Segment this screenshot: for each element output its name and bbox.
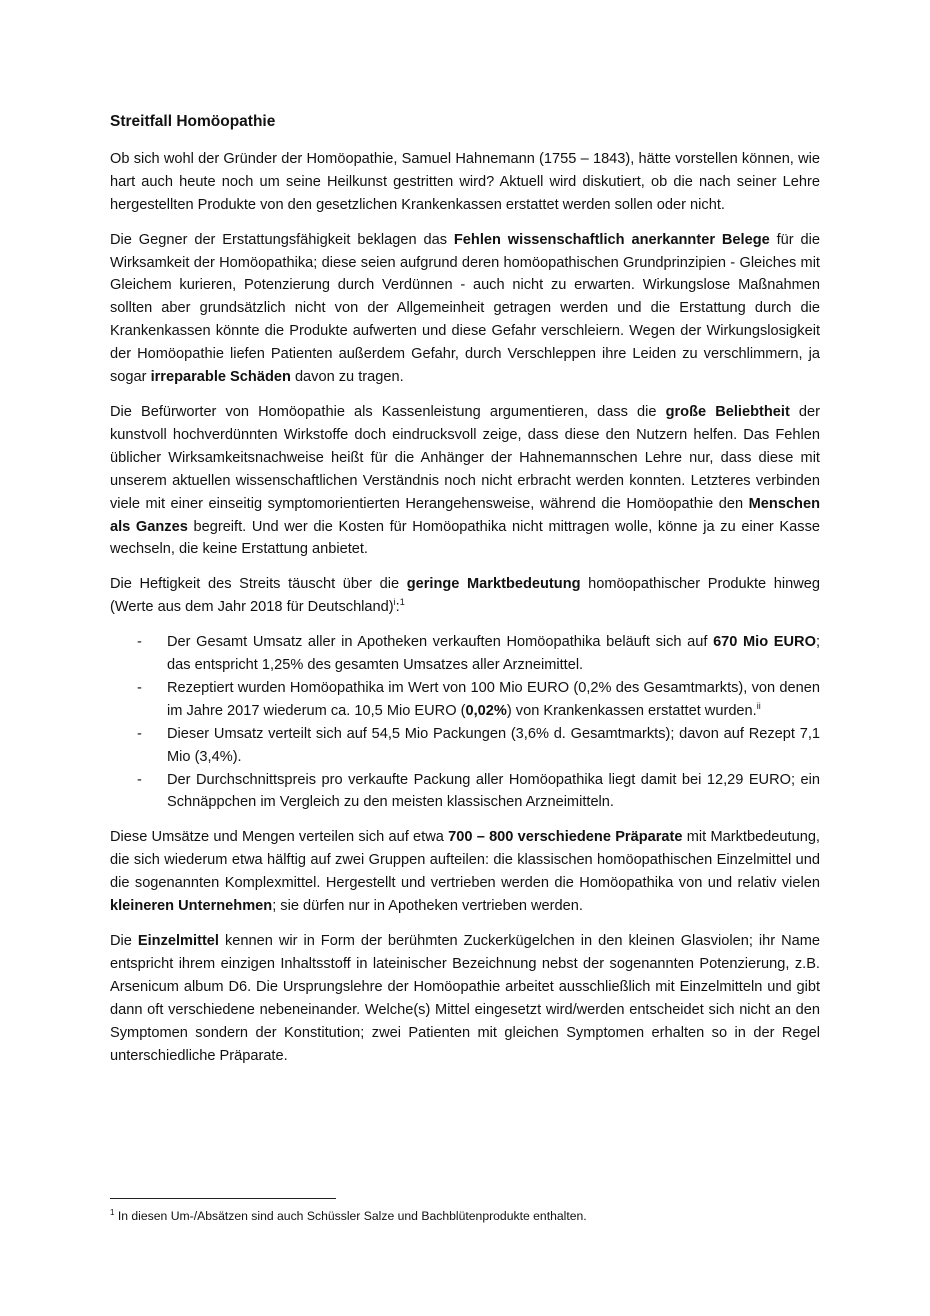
footnote-text: In diesen Um-/Absätzen sind auch Schüssler Salze und Bachblütenprodukte enthalten. [114, 1209, 587, 1223]
list-item: - Rezeptiert wurden Homöopathika im Wert von 100 Mio EURO (0,2% des Gesamtmarkts), von denen im Jahre 2017 wiederum ca. 10,5 Mio EURO (0,02%) von Krankenkassen erstattet wurden.$^{ii}$ [110, 677, 820, 723]
footnote [110, 1207, 820, 1225]
bold-phrase: geringe Marktbedeutung [406, 576, 581, 593]
endnote-marker[interactable]: ii [756, 700, 761, 711]
endnote-marker[interactable]: i [393, 597, 396, 608]
bold-phrase: 670 Mio EURO [713, 634, 816, 651]
bold-phrase: kleineren Unternehmen [110, 898, 273, 915]
list-item: - Der Durchschnittspreis pro verkaufte Packung aller Homöopathika liegt damit bei 12,29 EURO; ein Schnäppchen im Vergleich zu den meisten klassischen Arzneimitteln. [110, 769, 820, 815]
paragraph-single-remedies: Die Einzelmittel kennen wir in Form der berühmten Zuckerkügelchen in den kleinen Glasviolen; ihr Name entspricht ihrem einzigen Inhaltsstoff in lateinischer Bezeichnung nebst der sogenannten Potenzierung, z.B. Arsenicum album D6. Die Ursprungslehre der Homöopathie arbeitet ausschließlich mit Einzelmitteln und gibt dann oft verschiedene nebeneinander. Welche(s) Mittel eingesetzt wird/werden entscheidet sich nicht an den Symptomen sondern der Konstitution; zwei Patienten mit gleichen Symptomen erhalten so in der Regel unterschiedliche Präparate. [110, 933, 820, 1064]
list-item: - Der Gesamt Umsatz aller in Apotheken verkauften Homöopathika beläuft sich auf 670 Mio EURO; das entspricht 1,25% des gesamten Umsatzes aller Arzneimittel. [110, 631, 820, 677]
list-item: - Dieser Umsatz verteilt sich auf 54,5 Mio Packungen (3,6% d. Gesamtmarkts); davon auf Rezept 7,1 Mio (3,4%). [110, 723, 820, 769]
list-dash: - [137, 771, 142, 788]
page-title: Streitfall Homöopathie [110, 113, 276, 130]
bold-phrase: große Beliebtheit [665, 403, 790, 420]
bold-phrase: Fehlen wissenschaftlich anerkannter Belege [453, 231, 770, 248]
footnote-number: 1 [110, 1207, 115, 1217]
paragraph-opponents: Die Gegner der Erstattungsfähigkeit beklagen das Fehlen wissenschaftlich anerkannter Belege für die Wirksamkeit der Homöopathika; diese seien aufgrund deren homöopathischen Grundprinzipien - Gleiches mit Gleichem kurieren, Potenzierung durch Verdünnen - auch nicht zu erwarten. Wirkungslose Maßnahmen sollten aber grundsätzlich nicht von der Allgemeinheit getragen werden und die Erstattung durch die Krankenkassen könnte die Produkte aufwerten und diese Gefahr verschleiern. Wegen der Wirkungslosigkeit der Homöopathie liefen Patienten außerdem Gefahr, durch Verschleppen ihre Leiden zu verschlimmern, ja sogar irreparable Schäden davon zu tragen. [110, 231, 820, 386]
bold-phrase: 700 – 800 verschiedene Präparate [448, 829, 683, 846]
bold-phrase: 0,02% [465, 702, 507, 719]
footnote-separator [110, 1198, 336, 1199]
document-body [110, 111, 820, 1079]
list-dash: - [137, 725, 142, 742]
footnote-marker[interactable]: 1 [399, 597, 405, 608]
paragraph-market: Die Heftigkeit des Streits täuscht über die geringe Marktbedeutung homöopathischer Produkte hinweg (Werte aus dem Jahr 2018 für Deutschland)$^i$:$^1$ [110, 576, 820, 616]
market-figures-list [110, 631, 820, 814]
paragraph-preparations: Diese Umsätze und Mengen verteilen sich auf etwa 700 – 800 verschiedene Präparate mit Marktbedeutung, die sich wiederum etwa hälftig auf zwei Gruppen aufteilen: die klassischen homöopathischen Einzelmittel und die sogenannten Komplexmittel. Hergestellt und vertrieben werden die Homöopathika von und relativ vielen kleineren Unternehmen; sie dürfen nur in Apotheken vertrieben werden. [110, 829, 820, 915]
list-dash: - [137, 634, 142, 651]
list-dash: - [137, 679, 142, 696]
bold-phrase: Einzelmittel [137, 933, 219, 949]
bold-phrase: irreparable Schäden [150, 369, 291, 386]
paragraph-intro: Ob sich wohl der Gründer der Homöopathie, Samuel Hahnemann (1755 – 1843), hätte vorstellen können, wie hart auch heute noch um seine Heilkunst gestritten wird? Aktuell wird diskutiert, ob die nach seiner Lehre hergestellten Produkte von den gesetzlichen Krankenkassen erstattet werden sollen oder nicht. [110, 150, 820, 213]
paragraph-supporters: Die Befürworter von Homöopathie als Kassenleistung argumentieren, dass die große Beliebtheit der kunstvoll hochverdünnten Wirkstoffe doch eindrucksvoll zeige, dass diese den Nutzern helfen. Das Fehlen üblicher Wirksamkeitsnachweise heißt für die Anhänger der Hahnemannschen Lehre nur, dass diese mit unserem aktuellen wissenschaftlichen Verständnis noch nicht erbracht werden konnten. Letzteres verbinden viele mit einer einseitig symptomorientierten Herangehensweise, während die Homöopathie den Menschen als Ganzes begreift. Und wer die Kosten für Homöopathika nicht mittragen wolle, könne ja zu einer Kasse wechseln, die keine Erstattung anbietet. [110, 403, 820, 558]
bold-phrase: Menschen als Ganzes [110, 495, 820, 535]
